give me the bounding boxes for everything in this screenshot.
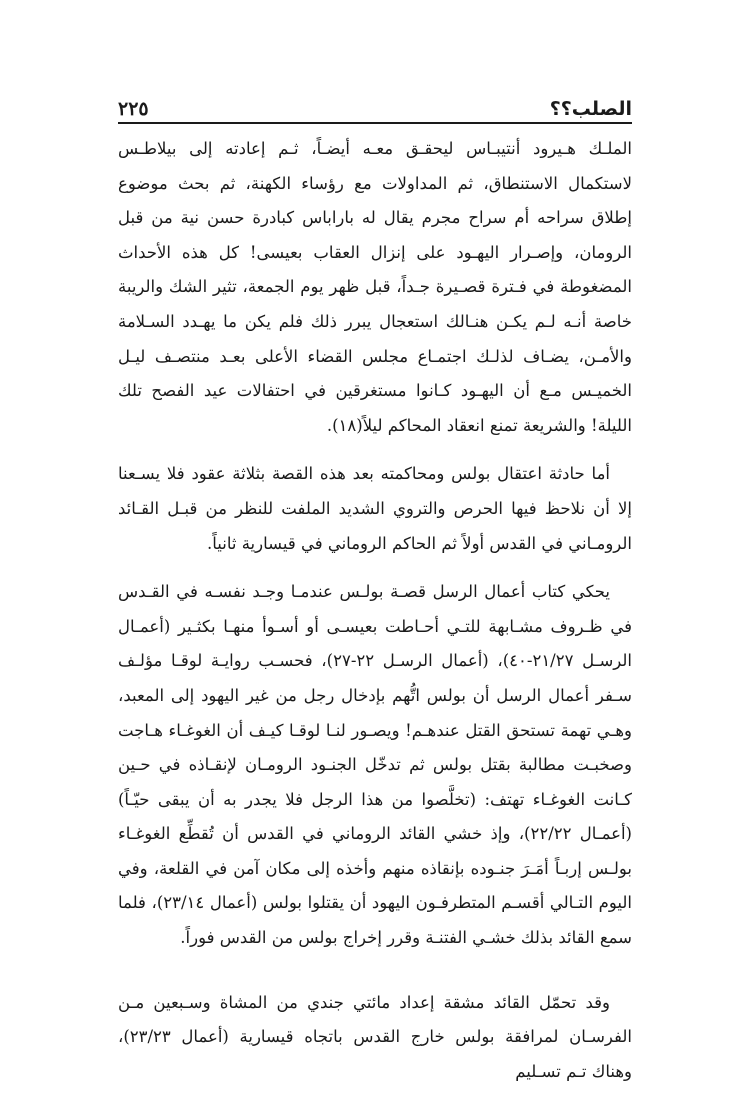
paragraph-1: الملـك هـيرود أنتيبـاس ليحقـق معـه أيضـاً، ثـم إعادته إلى بيلاطـس لاستكمال الاستنطاق، ثم المداولات مع رؤساء الكهنة، ثم بحث موضوع إطلاق سراحه أم سراح مجرم يقال له باراباس كبادرة حسن نية من قبل الرومان، وإصـرار اليهـود على إنزال العقاب بعيسى! كل هذه الأحداث المضغوطة في فـترة قصـيرة جـداً، قبل ظهر يوم الجمعة، تثير الشك والريبة خاصة أنـه لـم يكـن هنـالك استعجال يبرر ذلك فلم يكن ما يهـدد السـلامة والأمـن، يضـاف لذلـك اجتمـاع مجلس القضاء الأعلى بعـد منتصـف ليـل الخميـس مـع أن اليهـود كـانوا مستغرقين في احتفالات عيد الفصح تلك الليلة! والشريعة تمنع انعقاد المحاكم ليلاً(١٨). xyxy=(118,139,632,435)
paragraph-3: يحكي كتاب أعمال الرسل قصـة بولـس عندمـا وجـد نفسـه في القـدس في ظـروف مشـابهة للتـي أحـاطت بعيسـى أو أسـوأ منهـا بكثـير (أعمـال الرسـل ٢١/٢٧-٤٠)، (أعمال الرسـل ٢٢-٢٧)، فحسـب روايـة لوقـا مؤلـف سـفر أعمال الرسل أن بولس اتُّهم بإدخال رجل من غير اليهود إلى المعبد، وهـي تهمة تستحق القتل عندهـم! ويصـور لنـا لوقـا كيـف أن الغوغـاء هـاجت وصخبـت مطالبة بقتل بولس ثم تدخّل الجنـود الرومـان لإنقـاذه في حـين كـانت الغوغـاء تهتف: (تخلَّصوا من هذا الرجل فلا يجدر به أن يبقى حيّـاً) (أعمـال ٢٢/٢٢)، وإذ خشي القائد الروماني في القدس أن تُقطِّع الغوغـاء بولـس إربـاً أمَـرَ جنـوده بإنقاذه منهم وأخذه إلى مكان آمن في القلعة، وفي اليوم التـالي أقسـم المتطرفـون اليهود أن يقتلوا بولس (أعمال ٢٣/١٤)، فلما سمع القائد بذلك خشـي الفتنـة وقرر إخراج بولس من القدس فوراً. xyxy=(118,582,632,948)
paragraph-4: وقد تحمّل القائد مشقة إعداد مائتي جندي من المشاة وسـبعين مـن الفرسـان لمرافقة بولس خارج القدس باتجاه قيسارية (أعمال ٢٣/٢٣)، وهناك تـم تسـليم xyxy=(118,992,632,1081)
page-number: ٢٢٥ xyxy=(118,98,149,120)
chapter-title: الصلب؟؟ xyxy=(549,98,632,120)
header-rule xyxy=(118,122,632,124)
running-header xyxy=(118,86,632,120)
paragraph-2: أما حادثة اعتقال بولس ومحاكمته بعد هذه القصة بثلاثة عقود فلا يسـعنا إلا أن نلاحظ فيها الحرص والتروي الشديد الملفت للنظر من قبـل القـائد الرومـاني في القدس أولاً ثم الحاكم الروماني في قيسارية ثانياً. xyxy=(118,464,632,553)
page-body xyxy=(118,132,632,1089)
